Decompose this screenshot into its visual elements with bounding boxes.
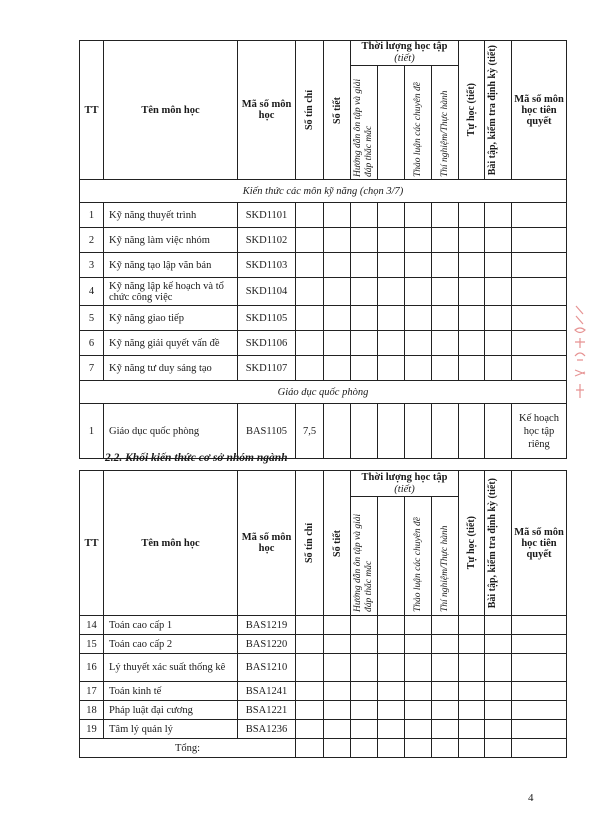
row-tt: 6 [80, 331, 104, 356]
stamp-mark [572, 300, 588, 410]
table-row [80, 356, 567, 381]
row-tt: 1 [80, 404, 104, 459]
col-header-self-study: Tự học (tiết) [459, 471, 485, 616]
row-course-name: Kỹ năng thuyết trình [104, 203, 238, 228]
row-course-name: Kỹ năng tạo lập văn bản [104, 253, 238, 278]
col-header-tt: TT [80, 41, 104, 180]
row-course-code: BAS1105 [238, 404, 296, 459]
table-row [80, 701, 567, 720]
table-row [80, 306, 567, 331]
total-label: Tổng: [80, 739, 296, 758]
row-course-code: BAS1210 [238, 654, 296, 682]
row-course-code: BSA1241 [238, 682, 296, 701]
row-tt: 5 [80, 306, 104, 331]
col-header-topic-discussion: Thảo luận các chuyên đề [405, 66, 432, 180]
table-row [80, 654, 567, 682]
col-header-exercises: Bài tập, kiểm tra định kỳ (tiết) [485, 471, 512, 616]
col-header-self-study: Tự học (tiết) [459, 41, 485, 180]
col-header-topic-discussion: Thảo luận các chuyên đề [405, 497, 432, 616]
col-header-prerequisite: Mã số môn học tiên quyết [512, 471, 567, 616]
table-row [80, 404, 567, 459]
section-title-skills: Kiến thức các môn kỹ năng (chọn 3/7) [80, 180, 567, 203]
row-tt: 14 [80, 616, 104, 635]
table-row-total [80, 739, 567, 758]
table-row [80, 278, 567, 306]
row-course-name: Giáo dục quốc phòng [104, 404, 238, 459]
row-course-code: SKD1107 [238, 356, 296, 381]
table-row [80, 635, 567, 654]
section-heading-2-2: 2.2. Khối kiến thức cơ sở nhóm ngành [105, 452, 288, 464]
row-course-name: Kỹ năng lập kế hoạch và tổ chức công việc [104, 278, 238, 306]
row-tt: 1 [80, 203, 104, 228]
table-row [80, 720, 567, 739]
table-row [80, 682, 567, 701]
row-course-name: Toán cao cấp 1 [104, 616, 238, 635]
row-course-name: Kỹ năng giải quyết vấn đề [104, 331, 238, 356]
page-number: 4 [528, 792, 534, 804]
row-tt: 17 [80, 682, 104, 701]
row-course-name: Tâm lý quản lý [104, 720, 238, 739]
row-prerequisite: Kế hoạch học tập riêng [512, 404, 567, 459]
col-header-credits: Số tín chỉ [296, 471, 324, 616]
col-header-lab-practice: Thí nghiệm/Thực hành [432, 66, 459, 180]
col-header-exercises: Bài tập, kiểm tra định kỳ (tiết) [485, 41, 512, 180]
row-course-name: Kỹ năng tư duy sáng tạo [104, 356, 238, 381]
section-title-defense: Giáo dục quốc phòng [80, 381, 567, 404]
row-course-code: SKD1101 [238, 203, 296, 228]
row-tt: 16 [80, 654, 104, 682]
row-tt: 7 [80, 356, 104, 381]
col-header-prerequisite: Mã số môn học tiên quyết [512, 41, 567, 180]
curriculum-table-foundation [79, 470, 567, 758]
row-credits: 7,5 [296, 404, 324, 459]
table-row [80, 228, 567, 253]
table-row [80, 331, 567, 356]
row-course-code: BAS1219 [238, 616, 296, 635]
row-course-code: BSA1221 [238, 701, 296, 720]
col-header-course-code: Mã số môn học [238, 471, 296, 616]
row-course-name: Lý thuyết xác suất thống kê [104, 654, 238, 682]
row-tt: 2 [80, 228, 104, 253]
row-course-name: Pháp luật đại cương [104, 701, 238, 720]
row-course-name: Kỹ năng giao tiếp [104, 306, 238, 331]
row-course-code: SKD1105 [238, 306, 296, 331]
col-header-placeholder [378, 66, 405, 180]
table-row [80, 616, 567, 635]
col-header-course-name: Tên môn học [104, 471, 238, 616]
col-header-periods: Số tiết [324, 41, 351, 180]
col-header-guided-review: Hướng dẫn ôn tập và giải đáp thắc mắc [351, 497, 378, 616]
row-tt: 19 [80, 720, 104, 739]
col-group-duration: Thời lượng học tập (tiết) [351, 41, 459, 66]
table-row [80, 253, 567, 278]
col-group-duration: Thời lượng học tập (tiết) [351, 471, 459, 497]
col-header-tt: TT [80, 471, 104, 616]
row-course-name: Kỹ năng làm việc nhóm [104, 228, 238, 253]
row-tt: 3 [80, 253, 104, 278]
col-header-course-code: Mã số môn học [238, 41, 296, 180]
row-tt: 18 [80, 701, 104, 720]
row-course-code: SKD1106 [238, 331, 296, 356]
curriculum-table-skills [79, 40, 567, 459]
col-header-placeholder [378, 497, 405, 616]
row-tt: 15 [80, 635, 104, 654]
col-header-lab-practice: Thí nghiệm/Thực hành [432, 497, 459, 616]
row-course-code: BSA1236 [238, 720, 296, 739]
row-tt: 4 [80, 278, 104, 306]
col-header-guided-review: Hướng dẫn ôn tập và giải đáp thắc mắc [351, 66, 378, 180]
row-course-name: Toán cao cấp 2 [104, 635, 238, 654]
col-header-course-name: Tên môn học [104, 41, 238, 180]
table-row [80, 203, 567, 228]
row-course-code: SKD1104 [238, 278, 296, 306]
row-course-code: BAS1220 [238, 635, 296, 654]
col-header-credits: Số tín chỉ [296, 41, 324, 180]
col-header-periods: Số tiết [324, 471, 351, 616]
row-course-name: Toán kinh tế [104, 682, 238, 701]
row-course-code: SKD1102 [238, 228, 296, 253]
row-course-code: SKD1103 [238, 253, 296, 278]
